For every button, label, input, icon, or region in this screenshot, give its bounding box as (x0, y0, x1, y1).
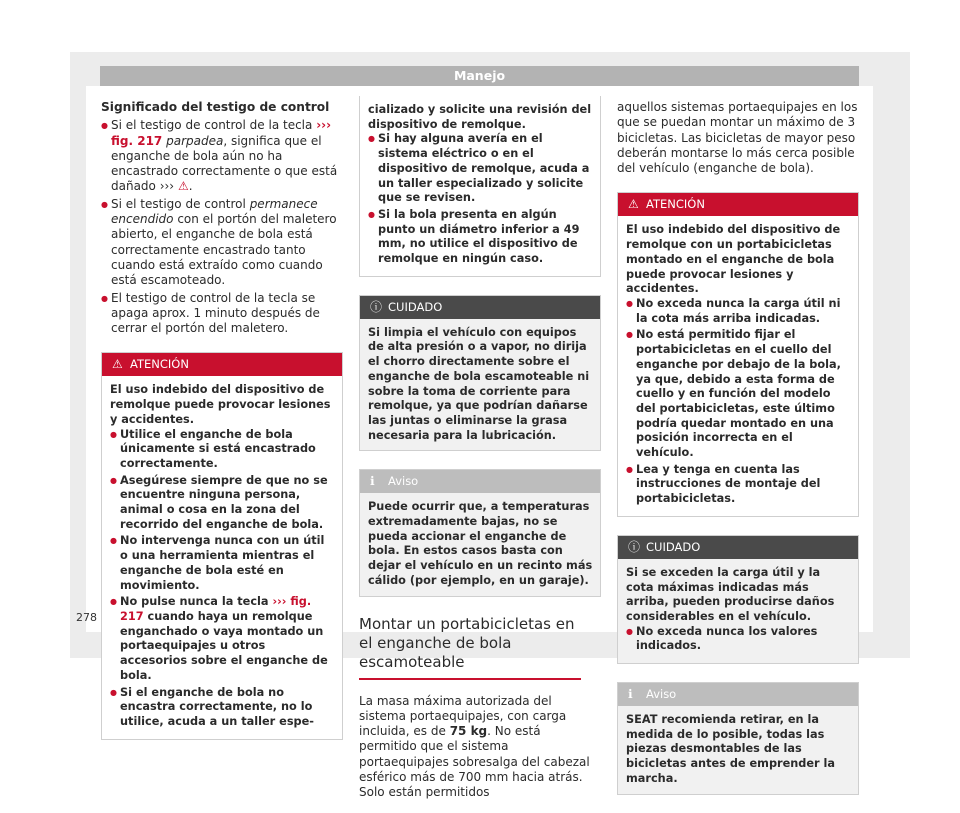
bullet-text: . (188, 179, 193, 194)
note-box-title (618, 683, 858, 706)
note-icon: ℹ (628, 687, 633, 702)
warning-box-body (102, 376, 342, 738)
box-text: cializado y solicite una revisión del dispositivo de remolque. (368, 103, 592, 131)
italic-term: parpadea (166, 133, 224, 148)
body-paragraph: aquellos sistemas portaequipajes en los que se puedan montar un máximo de 3 bicicletas. Las bicicletas de mayor peso deberán montarse lo más cerca posible del vehículo (enganche de bola). (617, 100, 858, 176)
bullet-text: con el portón del maletero abierto, el enganche de bola está correctamente encastrado tanto cuando está extraído como cuando está escamoteado. (111, 212, 337, 288)
box-title-label: Aviso (388, 474, 419, 489)
box-title-label: ATENCIÓN (646, 197, 705, 212)
note-box-body: Puede ocurrir que, a temperaturas extremadamente bajas, no se pueda accionar el enganche de bola. En estos casos basta con dejar el vehículo en un recinto más cálido (por ejemplo, en un garaje). (360, 493, 600, 595)
fig-reference-link[interactable]: ››› fig. 217 (111, 118, 332, 148)
list-item (110, 595, 335, 683)
list-item: ● No exceda nunca la carga útil ni la cota más arriba indicadas. (626, 297, 851, 326)
list-item: ● No exceda nunca los valores indicados. (626, 625, 851, 654)
column-3 (617, 100, 859, 813)
caution-box-body: Si limpia el vehículo con equipos de alta presión o a vapor, no dirija el chorro directamente sobre el enganche de bola escamoteable ni sobre la toma de corriente para remolque, ya que podrían dañarse las juntas o eliminarse la grasa necesaria para la lubricación. (360, 319, 600, 451)
bullet-text: Si el testigo de control (111, 196, 246, 211)
warning-triangle-icon: ⚠ (177, 179, 189, 194)
box-title-label: CUIDADO (388, 299, 443, 314)
fig-reference-link[interactable]: ››› fig. 217 (120, 595, 312, 623)
note-box-body: SEAT recomienda retirar, en la medida de lo posible, todas las piezas desmontables de las bicicletas antes de emprender la marcha. (618, 706, 858, 794)
list-item: ● Si hay alguna avería en el sistema eléctrico o en el dispositivo de remolque, acuda a un taller especializado y solicite que se revisen. (368, 132, 593, 206)
warning-box-title (102, 353, 342, 376)
column-2 (359, 96, 601, 801)
note-box (617, 682, 859, 795)
warning-box-continued (359, 96, 601, 277)
column-1 (101, 100, 343, 758)
caution-box (359, 295, 601, 452)
caution-box-title (360, 296, 600, 319)
list-item: ● Asegúrese siempre de que no se encuentre ninguna persona, animal o cosa en la zona del recorrido del enganche de bola. (110, 474, 335, 533)
note-box-title (360, 470, 600, 493)
warning-box-body (360, 96, 600, 276)
note-box (359, 469, 601, 596)
warning-box-body (618, 216, 858, 515)
bullet-text: No pulse nunca la tecla (120, 595, 269, 609)
info-circle-icon: ⓘ (628, 539, 641, 554)
warning-box (101, 352, 343, 739)
info-circle-icon: ⓘ (370, 299, 383, 314)
italic-term: permanece encendido (111, 196, 318, 227)
list-item: ● Lea y tenga en cuenta las instrucciones de montaje del portabicicletas. (626, 463, 851, 507)
paragraph-text: La masa máxima autorizada del sistema portaequipajes, con carga incluida, es de (359, 693, 567, 739)
caution-box-title (618, 536, 858, 559)
box-title-label: ATENCIÓN (130, 357, 189, 372)
list-item: ● Utilice el enganche de bola únicamente si está encastrado correctamente. (110, 428, 335, 472)
paragraph-text: . No está permitido que el sistema portaequipajes sobresalga del cabezal esférico más de 700 mm hacia atrás. Solo están permitidos (359, 724, 590, 800)
body-paragraph (359, 694, 601, 801)
paragraph-bold: 75 kg (449, 724, 488, 739)
warning-triangle-icon: ⚠ (628, 197, 639, 212)
list-item: ● El testigo de control de la tecla se apaga aprox. 1 minuto después de cerrar el portón del maletero. (101, 291, 343, 337)
note-icon: ℹ (370, 474, 375, 489)
list-item: ● No está permitido fijar el portabicicletas en el cuello del enganche por debajo de la bola, ya que, debido a esta forma de cuello y en función del modelo del portabicicletas, este último podría quedar montado en una posición incorrecta en el vehículo. (626, 328, 851, 460)
list-item (101, 118, 343, 194)
warning-triangle-icon: ⚠ (112, 357, 123, 372)
page-header: Manejo (100, 66, 859, 86)
box-title-label: Aviso (646, 687, 677, 702)
section-title: Montar un portabicicletas en el enganche de bola escamoteable (359, 615, 581, 680)
caution-box (617, 535, 859, 664)
list-item: ● No intervenga nunca con un útil o una herramienta mientras el enganche de bola esté en movimiento. (110, 534, 335, 593)
list-item (101, 197, 343, 289)
bullet-text: , significa que el enganche de bola aún no ha encastrado correctamente o que está dañado ››› (111, 133, 338, 194)
caution-box-body (618, 559, 858, 663)
list-item: ● Si el enganche de bola no encastra correctamente, no lo utilice, acuda a un taller espe- (110, 686, 335, 730)
bullet-text: Si el testigo de control de la tecla (111, 118, 313, 133)
warning-box-title (618, 193, 858, 216)
box-intro: El uso indebido del dispositivo de remolque puede provocar lesiones y accidentes. (110, 383, 331, 426)
box-intro: El uso indebido del dispositivo de remolque con un portabicicletas montado en el enganche de bola puede provocar lesiones y accidentes. (626, 223, 841, 296)
box-title-label: CUIDADO (646, 539, 701, 554)
section-subhead: Significado del testigo de control (101, 100, 330, 114)
box-intro: Si se exceden la carga útil y la cota máximas indicadas más arriba, pueden producirse daños considerables en el vehículo. (626, 565, 835, 623)
bullet-text: cuando haya un remolque enganchado o vaya montado un portaequipajes u otros accesorios sobre el enganche de bola. (120, 610, 328, 682)
list-item: ● Si la bola presenta en algún punto un diámetro inferior a 49 mm, no utilice el dispositivo de remolque en ningún caso. (368, 208, 593, 267)
page-number: 278 (76, 611, 97, 624)
warning-box (617, 192, 859, 516)
